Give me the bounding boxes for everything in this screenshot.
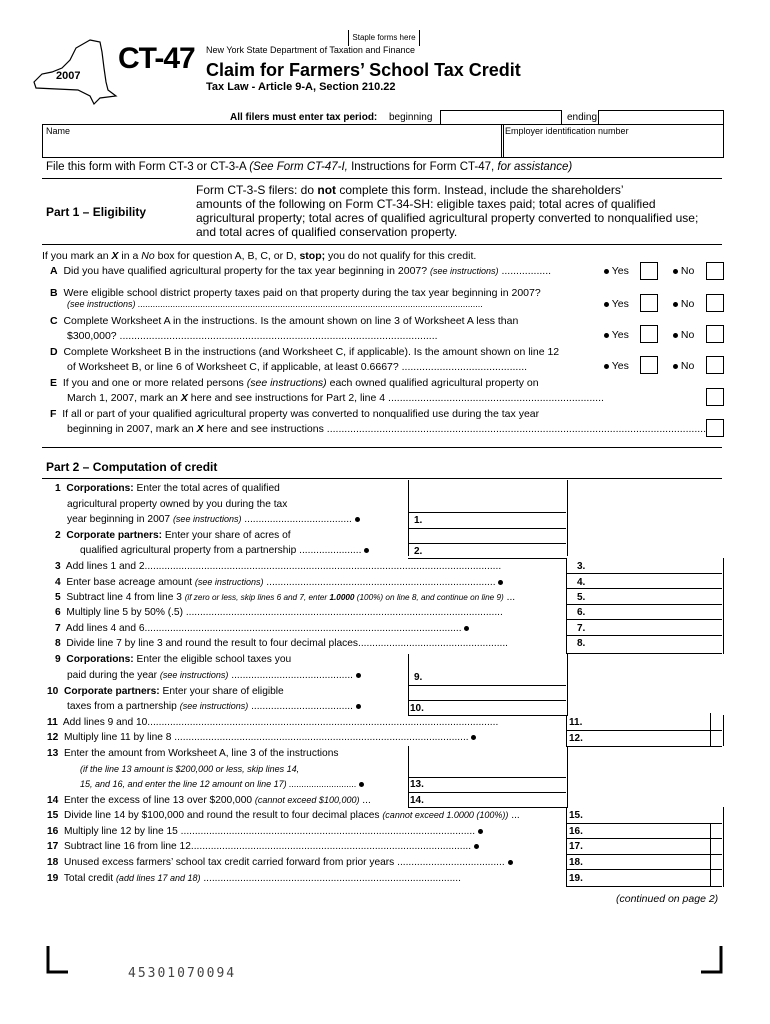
qc-no-checkbox[interactable] [706, 325, 724, 343]
intro-line-4: and total acres of qualified conservation property. [196, 225, 458, 239]
question-f [50, 408, 539, 420]
qf-text-1: If all or part of your qualified agricultural property was converted to nonqualified use during the tax year [62, 408, 540, 420]
continued-note: (continued on page 2) [616, 893, 719, 905]
intro-not: not [317, 183, 337, 197]
box-13-label: 13. [410, 779, 424, 790]
question-b [50, 287, 541, 299]
part1-intro [196, 183, 698, 239]
rule [566, 604, 722, 605]
qa-yes-label: Yes [604, 265, 629, 277]
question-f-line2: beginning in 2007, mark an X here and see instructions .................................................................................................................................. [67, 423, 707, 435]
form-subtitle: Tax Law - Article 9-A, Section 210.22 [206, 81, 396, 93]
line-1-text-2: agricultural property owned by you during the tax [67, 499, 288, 510]
name-label: Name [46, 126, 71, 136]
box-18-label: 18. [569, 857, 583, 868]
qb-yes-checkbox[interactable] [640, 294, 658, 312]
qe-text-2a: March 1, 2007, mark an [67, 392, 178, 404]
rule [566, 746, 722, 747]
line-1-text-3: year beginning in 2007 (see instructions) ...................................... [67, 514, 360, 525]
line-2-text: 2 Corporate partners: Enter your share of acres of [55, 530, 291, 541]
qe-text-1b: (see instructions) [246, 377, 327, 389]
file-note-see: (See Form CT-47-I, [249, 161, 348, 173]
instr-no: No [141, 250, 155, 262]
line-3-input[interactable] [590, 560, 721, 573]
line-17-input[interactable] [590, 839, 708, 853]
line-8-text: 8 Divide line 7 by line 3 and round the result to four decimal places..................................................... [55, 638, 509, 649]
box-15-label: 15. [569, 810, 583, 821]
rule [566, 653, 722, 654]
box-4-label: 4. [577, 577, 586, 588]
box-19-label: 19. [569, 873, 583, 884]
box-9-label: 9. [414, 672, 423, 683]
qa-see: (see instructions) [430, 266, 499, 276]
line-12-input[interactable] [590, 732, 721, 746]
line-4-text: 4 Enter base acreage amount (see instructions) ................................................................................. [55, 577, 503, 588]
line-18-input[interactable] [590, 855, 708, 869]
qe-text-2b: here and see instructions for Part 2, line 4 [190, 392, 386, 404]
question-d-line2: of Worksheet B, or line 6 of Worksheet C, if applicable, at least 0.6667? ........................................... [67, 361, 528, 373]
qd-letter: D [50, 346, 58, 358]
instr-x: X [111, 250, 119, 262]
line-13-text-2: (if the line 13 amount is $200,000 or less, skip lines 14, [80, 764, 300, 774]
line-14-input[interactable] [432, 793, 565, 807]
line-11-input[interactable] [590, 716, 721, 730]
qb-text-2: (see instructions) [67, 299, 136, 309]
rule [408, 715, 566, 716]
qf-letter: F [50, 408, 57, 420]
line-9-text: 9 Corporations: Enter the eligible school taxes you [55, 654, 292, 665]
period-beginning-label: beginning [389, 112, 433, 123]
rule [566, 619, 722, 620]
line-18-text: 18 Unused excess farmers’ school tax credit carried forward from prior years ...................................... [47, 857, 513, 868]
rule [408, 807, 566, 808]
line-13-text-3: 15, and 16, and enter the line 12 amount on line 17) ........................... [80, 779, 364, 789]
box-5-label: 5. [577, 592, 586, 603]
qf-checkbox[interactable] [706, 419, 724, 437]
qb-text-1: Were eligible school district property taxes paid on that property during the tax year beginning in 2007? [63, 287, 541, 299]
divider [42, 478, 722, 479]
line-17-text: 17 Subtract line 16 from line 12................................................................................................... [47, 841, 479, 852]
line-1-input[interactable] [432, 514, 565, 528]
line-10-input[interactable] [432, 701, 565, 715]
line-19-input[interactable] [590, 870, 708, 885]
form-number: CT-47 [118, 42, 195, 75]
question-d [50, 346, 559, 358]
line-6-text: 6 Multiply line 5 by 50% (.5) ................................................................................................................ [55, 607, 503, 618]
form-year: 2007 [56, 70, 81, 82]
line-15-text: 15 Divide line 14 by $100,000 and round the result to four decimal places (cannot exceed 1.0000 (100%)) ... [47, 810, 520, 821]
ein-label: Employer identification number [505, 126, 629, 136]
tax-period-label: All filers must enter tax period: [230, 112, 378, 123]
line-10-text-2: taxes from a partnership (see instructions) .................................... [67, 701, 361, 712]
qc-no-label: No [673, 329, 694, 341]
qc-text-1: Complete Worksheet A in the instructions. Is the amount shown on line 3 of Worksheet A less than [63, 315, 519, 327]
line-19-text: 19 Total credit (add lines 17 and 18) ........................................................................................... [47, 873, 461, 884]
intro-line-2: amounts of the following on Form CT-34-SH: eligible taxes paid; total acres of qualified [196, 197, 656, 211]
intro-line-3: agricultural property; total acres of qualified agricultural property converted to nonqualified use; [196, 211, 699, 225]
instr-c: box for question A, B, C, or D, [157, 250, 297, 262]
barcode-number: 45301070094 [128, 966, 237, 981]
question-a: A Did you have qualified agricultural property for the tax year beginning in 2007? (see instructions) ................. [50, 265, 552, 277]
line-2-text-2: qualified agricultural property from a partnership ...................... [80, 545, 369, 556]
rule [408, 558, 566, 559]
period-ending-label: ending [567, 112, 598, 123]
line-7-text: 7 Add lines 4 and 6................................................................................................................ [55, 623, 469, 634]
qb-letter: B [50, 287, 58, 299]
line-15-input[interactable] [590, 808, 721, 822]
qa-yes-checkbox[interactable] [640, 262, 658, 280]
qc-text-2: $300,000? [67, 330, 117, 342]
line-14-text: 14 Enter the excess of line 13 over $200,000 (cannot exceed $100,000) ... [47, 795, 371, 806]
question-e-line2: March 1, 2007, mark an X here and see instructions for Part 2, line 4 .......................................................................... [67, 392, 604, 404]
qf-text-2a: beginning in 2007, mark an [67, 423, 194, 435]
qa-no-checkbox[interactable] [706, 262, 724, 280]
part2-heading: Part 2 – Computation of credit [46, 460, 218, 474]
line-5-input[interactable] [590, 590, 721, 603]
line-10-text: 10 Corporate partners: Enter your share of eligible [47, 686, 284, 697]
line-3-text: 3 Add lines 1 and 2.............................................................................................................................. [55, 561, 502, 572]
box-3-label: 3. [577, 561, 586, 572]
rule [710, 713, 711, 746]
box-7-label: 7. [577, 623, 586, 634]
rule [710, 823, 711, 886]
qe-checkbox[interactable] [706, 388, 724, 406]
qd-no-checkbox[interactable] [706, 356, 724, 374]
period-ending-input[interactable] [598, 110, 724, 125]
rule [408, 685, 566, 686]
line-8-input[interactable] [590, 637, 721, 652]
rule [566, 730, 722, 731]
file-note-assist: for assistance) [497, 161, 573, 173]
file-note [46, 161, 572, 173]
instr-d: you do not qualify for this credit. [328, 250, 477, 262]
qa-no-label: No [673, 265, 694, 277]
line-12-text: 12 Multiply line 11 by line 8 ........................................................................................................ [47, 732, 476, 743]
line-6-input[interactable] [590, 606, 721, 619]
box-1-label: 1. [414, 515, 423, 526]
file-note-text: File this form with Form CT-3 or CT-3-A [46, 161, 247, 173]
divider [42, 244, 722, 245]
line-11-text: 11 Add lines 9 and 10............................................................................................................................ [47, 717, 499, 728]
qa-text: Did you have qualified agricultural property for the tax year beginning in 2007? [63, 265, 428, 277]
qd-text-1: Complete Worksheet B in the instructions (and Worksheet C, if applicable). Is the amount shown on line 12 [63, 346, 560, 358]
box-16-label: 16. [569, 826, 583, 837]
box-6-label: 6. [577, 607, 586, 618]
file-note-instructions: Instructions for Form CT-47, [351, 161, 495, 173]
rule [408, 528, 566, 529]
qb-yes-label: Yes [604, 298, 629, 310]
qb-no-checkbox[interactable] [706, 294, 724, 312]
rule [566, 635, 722, 636]
instr-a: If you mark an [42, 250, 109, 262]
qf-x: X [196, 423, 204, 435]
box-2-label: 2. [414, 546, 423, 557]
rule [566, 573, 722, 574]
box-17-label: 17. [569, 841, 583, 852]
line-9-input[interactable] [432, 671, 565, 685]
qc-yes-checkbox[interactable] [640, 325, 658, 343]
line-16-input[interactable] [590, 824, 708, 838]
intro-text-2: complete this form. Instead, include the shareholders’ [339, 183, 624, 197]
name-field[interactable] [42, 124, 504, 158]
qc-letter: C [50, 315, 58, 327]
question-b-line2: (see instructions) .......................................................................................................................................... [67, 299, 484, 309]
qd-yes-label: Yes [604, 360, 629, 372]
rule [408, 512, 566, 513]
part1-heading: Part 1 – Eligibility [46, 205, 147, 219]
divider [42, 178, 722, 179]
staple-note: Staple forms here [348, 30, 420, 46]
question-c [50, 315, 518, 327]
question-c-line2: $300,000? ............................................................................................................. [67, 330, 438, 342]
box-11-label: 11. [569, 717, 583, 728]
part1-instruction [42, 250, 476, 262]
line-13-text: 13 Enter the amount from Worksheet A, line 3 of the instructions [47, 748, 339, 759]
line-5-text: 5 Subtract line 4 from line 3 (if zero or less, skip lines 6 and 7, enter 1.0000 (100%) on line 8, and continue on line 9) ... [55, 592, 516, 603]
line-13-input[interactable] [432, 778, 565, 792]
instr-stop: stop; [299, 250, 326, 262]
qb-no-label: No [673, 298, 694, 310]
rule [566, 588, 722, 589]
line-4-input[interactable] [590, 575, 721, 588]
qc-yes-label: Yes [604, 329, 629, 341]
registration-mark-left [46, 946, 68, 974]
box-12-label: 12. [569, 733, 583, 744]
qd-no-label: No [673, 360, 694, 372]
qf-text-2b: here and see instructions [206, 423, 324, 435]
department-name: New York State Department of Taxation and Finance [206, 45, 415, 55]
qd-yes-checkbox[interactable] [640, 356, 658, 374]
qa-letter: A [50, 265, 58, 277]
line-1-text: 1 Corporations: Enter the total acres of qualified [55, 483, 280, 494]
box-14-label: 14. [410, 795, 424, 806]
question-e [50, 377, 539, 389]
instr-b: in a [121, 250, 139, 262]
box-8-label: 8. [577, 638, 586, 649]
qe-x: X [180, 392, 188, 404]
form-title: Claim for Farmers’ School Tax Credit [206, 60, 521, 80]
rule [566, 886, 722, 887]
divider [42, 447, 722, 448]
line-2-input[interactable] [432, 544, 565, 558]
qe-letter: E [50, 377, 58, 389]
qd-text-2: of Worksheet B, or line 6 of Worksheet C, if applicable, at least 0.6667? [67, 361, 399, 373]
qe-text-1a: If you and one or more related persons [62, 377, 244, 389]
line-16-text: 16 Multiply line 12 by line 15 ........................................................................................................ [47, 826, 483, 837]
registration-mark-right [701, 946, 723, 974]
intro-text-1: Form CT-3-S filers: do [196, 183, 315, 197]
line-9-text-2: paid during the year (see instructions) ........................................... [67, 670, 361, 681]
period-beginning-input[interactable] [440, 110, 562, 125]
qe-text-1c: each owned qualified agricultural property on [329, 377, 539, 389]
line-7-input[interactable] [590, 621, 721, 634]
box-10-label: 10. [410, 703, 424, 714]
